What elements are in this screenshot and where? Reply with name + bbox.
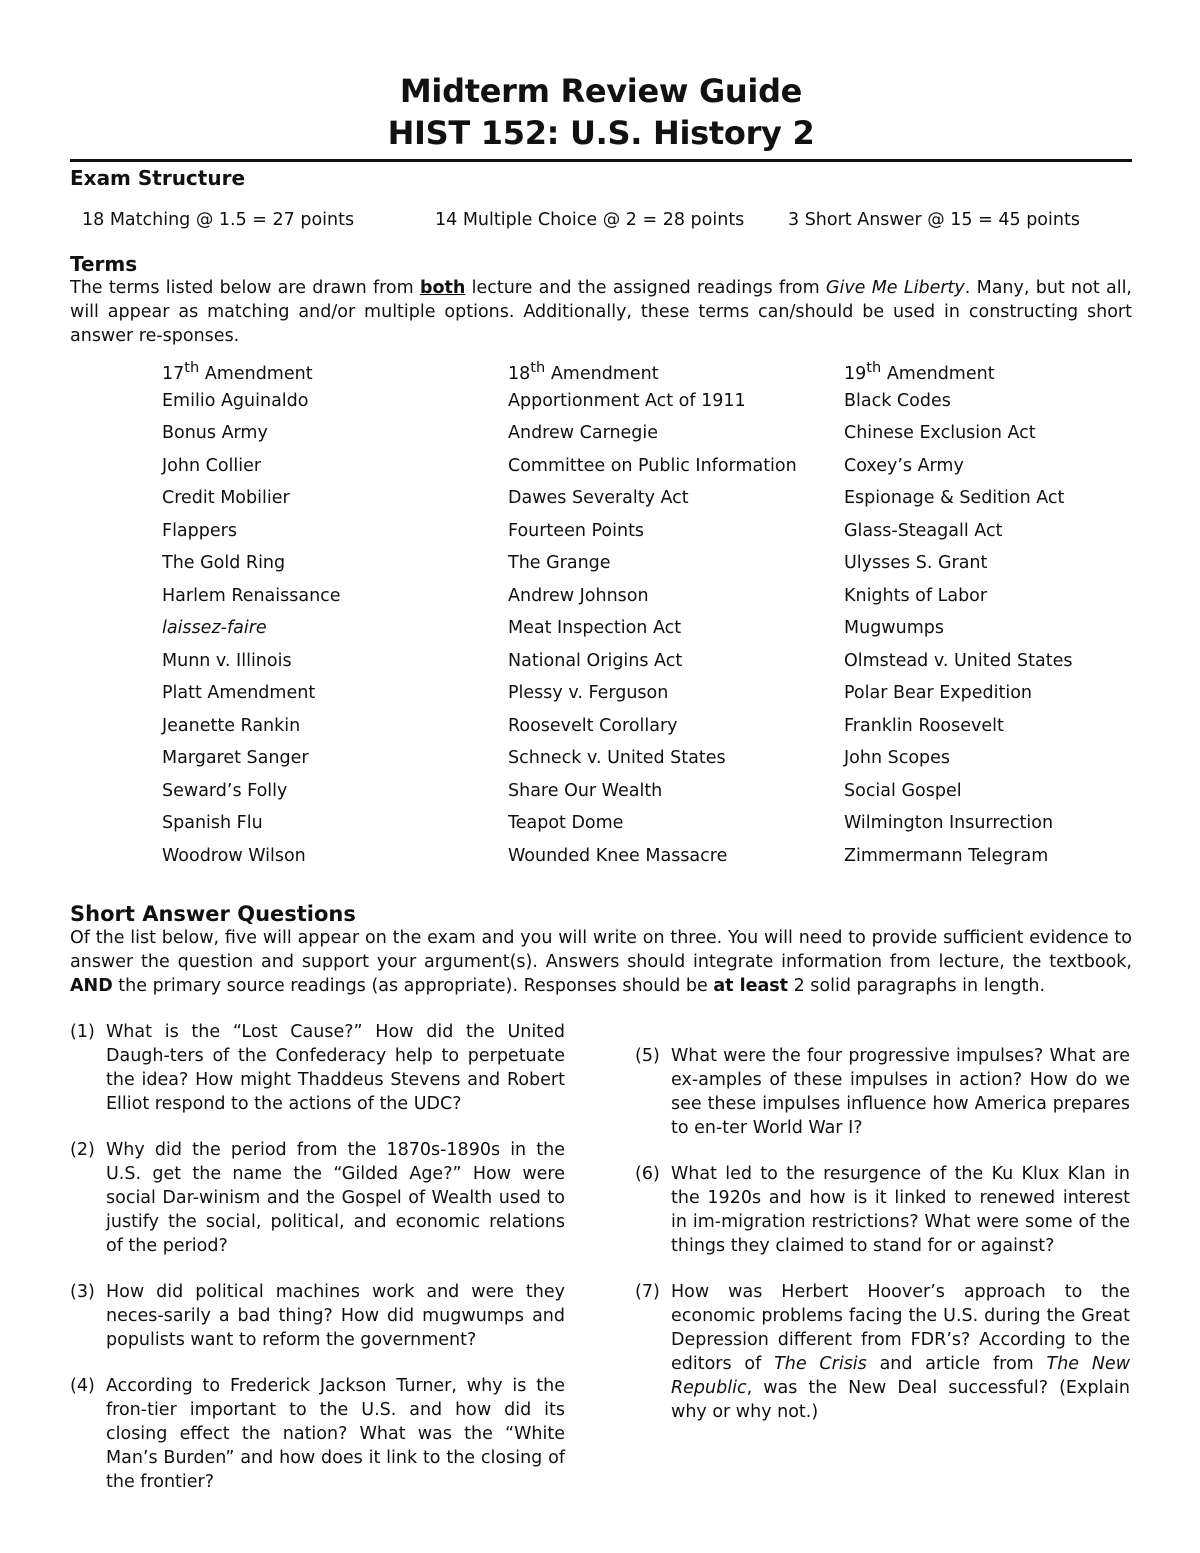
term-item: Polar Bear Expedition (844, 683, 1033, 703)
question-2: (2) Why did the period from the 1870s-1890s in the U.S. get the name the “Gilded Age?” How were social Dar-winism and the Gospel of Wealth used to justify the social, political, and economic relations of the period? (70, 1140, 565, 1256)
term-item: Coxey’s Army (844, 455, 964, 476)
term-item: Harlem Renaissance (162, 585, 341, 606)
question-7: (7) How was Herbert Hoover’s approach to the economic problems facing the U.S. during the Great Depression different from FDR’s? According to the editors of The Crisis and article from The New Republic, was the New Deal successful? (Explain why or why not.) (635, 1282, 1131, 1422)
emphasis-and: AND (70, 976, 113, 996)
term-item: Wounded Knee Massacre (508, 845, 728, 866)
term-item: Share Our Wealth (508, 780, 663, 801)
term-item: John Scopes (844, 748, 951, 768)
question-5: (5) What were the four progressive impulses? What are ex-amples of these impulses in action? How do we see these impulses influence how America prepares to en-ter World War I? (635, 1046, 1130, 1138)
emphasis-both: both (419, 278, 466, 298)
term-item: Platt Amendment (162, 683, 316, 703)
term-item: Margaret Sanger (162, 748, 309, 768)
short-answer-heading: Short Answer Questions (70, 902, 356, 926)
term-item: Schneck v. United States (508, 748, 726, 768)
term-item: Social Gospel (844, 780, 962, 801)
term-item: Bonus Army (162, 423, 268, 443)
term-item: John Collier (162, 455, 262, 476)
term-item: Spanish Flu (162, 813, 263, 833)
document-title (70, 70, 1132, 154)
title-line-2: HIST 152: U.S. History 2 (387, 114, 815, 152)
term-item: National Origins Act (508, 650, 683, 671)
term-item: Dawes Severalty Act (508, 488, 689, 508)
exam-structure-list (82, 210, 1132, 230)
publication-new-republic: The New Republic (671, 1354, 1131, 1398)
term-item: Andrew Johnson (508, 585, 649, 606)
term-item: Espionage & Sedition Act (844, 488, 1065, 508)
term-item: Fourteen Points (508, 520, 645, 541)
terms-intro: The terms listed below are drawn from both lecture and the assigned readings from Give Me Liberty. Many, but not all, will appear as matching and/or multiple options. Additionally, these terms can/should be used in constructing short answer re-sponses. (70, 278, 1132, 346)
term-item: Olmstead v. United States (844, 650, 1073, 671)
term-item: Munn v. Illinois (162, 650, 292, 671)
term-item: Zimmermann Telegram (844, 845, 1049, 866)
term-item: Jeanette Rankin (162, 715, 301, 736)
term-item: Flappers (162, 520, 237, 541)
term-item: Andrew Carnegie (508, 423, 659, 443)
term-item: laissez-faire (162, 618, 267, 638)
term-item: Roosevelt Corollary (508, 715, 678, 736)
book-title: Give Me Liberty (825, 278, 965, 298)
term-item: Mugwumps (844, 618, 944, 638)
questions-right-column (635, 1044, 1130, 1516)
term-item: Franklin Roosevelt (844, 715, 1004, 736)
short-answer-points: 3 Short Answer @ 15 = 45 points (788, 210, 1080, 230)
question-4: (4) According to Frederick Jackson Turner, why is the fron-tier important to the U.S. and how did its closing effect the nation? What was the “White Man’s Burden” and how does it link to the closing of the frontier? (70, 1376, 565, 1492)
emphasis-at-least: at least (713, 976, 789, 996)
matching-points: 18 Matching @ 1.5 = 27 points (82, 210, 355, 230)
questions-left-column (70, 1020, 565, 1516)
question-3: (3) How did political machines work and were they neces-sarily a bad thing? How did mugwumps and populists want to reform the government? (70, 1282, 565, 1350)
title-line-1: Midterm Review Guide (399, 72, 803, 110)
term-item: Black Codes (844, 390, 951, 411)
questions-columns (70, 1020, 1132, 1516)
term-item: Glass-Steagall Act (844, 520, 1003, 541)
term-item: The Grange (508, 553, 611, 573)
short-answer-intro: Of the list below, five will appear on the exam and you will write on three. You will need to provide sufficient evidence to answer the question and support your argument(s). Answers should integrate information from lecture, the textbook, AND the primary source readings (as appropriate). Responses should be at least 2 solid paragraphs in length. (70, 928, 1132, 996)
term-item: The Gold Ring (162, 553, 286, 573)
term-item: Ulysses S. Grant (844, 553, 988, 573)
term-item: Meat Inspection Act (508, 618, 682, 638)
multiple-choice-points: 14 Multiple Choice @ 2 = 28 points (435, 210, 745, 230)
term-item: Knights of Labor (844, 585, 988, 606)
term-item: Plessy v. Ferguson (508, 683, 669, 703)
terms-list (162, 352, 1132, 872)
exam-structure-heading: Exam Structure (70, 166, 246, 190)
publication-the-crisis: The Crisis (774, 1354, 867, 1374)
term-17th-amendment: 17th Amendment (162, 359, 313, 384)
term-item: Wilmington Insurrection (844, 813, 1054, 833)
question-6: (6) What led to the resurgence of the Ku Klux Klan in the 1920s and how is it linked to renewed interest in im-migration restrictions? What were some of the things they claimed to stand for or against? (635, 1164, 1130, 1256)
term-item: Emilio Aguinaldo (162, 390, 309, 411)
question-1: (1) What is the “Lost Cause?” How did the United Daugh-ters of the Confederacy help to perpetuate the idea? How might Thaddeus Stevens and Robert Elliot respond to the actions of the UDC? (70, 1022, 565, 1114)
term-item: Committee on Public Information (508, 455, 797, 476)
term-item: Woodrow Wilson (162, 845, 306, 866)
document-page (70, 70, 1132, 1516)
term-item: Credit Mobilier (162, 488, 290, 508)
term-19th-amendment: 19th Amendment (844, 359, 995, 384)
term-item: Seward’s Folly (162, 780, 288, 801)
term-item: Apportionment Act of 1911 (508, 390, 746, 411)
term-item: Teapot Dome (508, 813, 624, 833)
terms-heading: Terms (70, 252, 138, 276)
term-18th-amendment: 18th Amendment (508, 359, 659, 384)
term-item: Chinese Exclusion Act (844, 423, 1036, 443)
title-divider (70, 159, 1132, 162)
